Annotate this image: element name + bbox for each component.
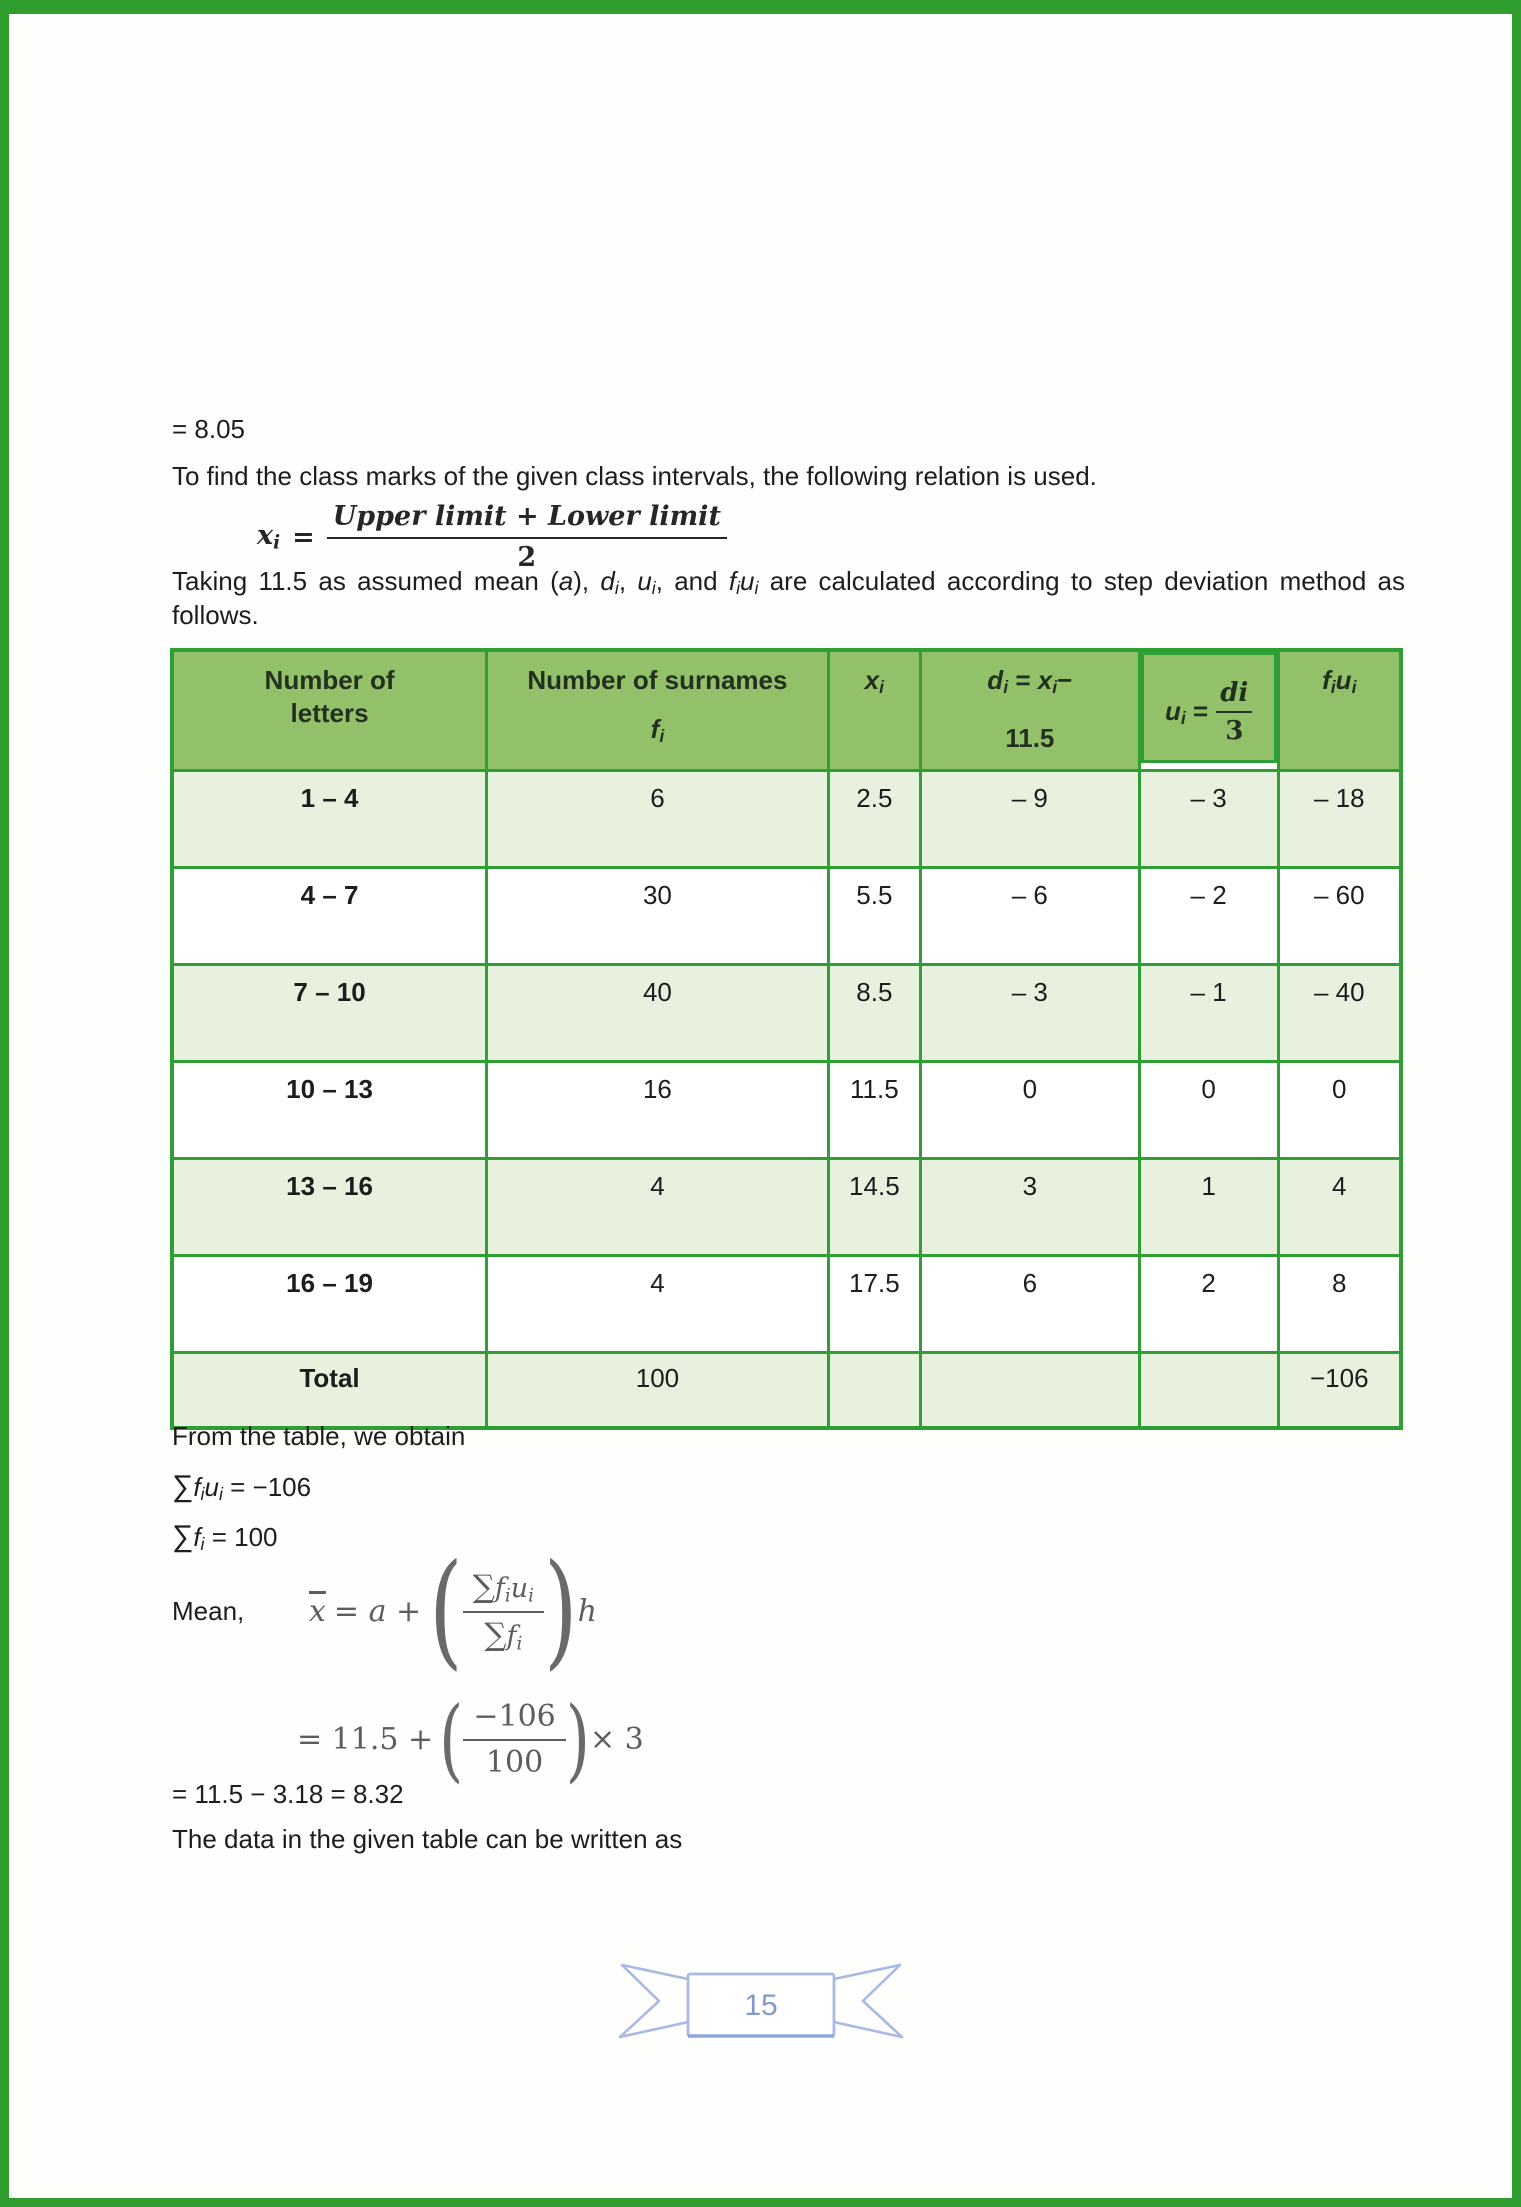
table-cell-ui: 2	[1139, 1256, 1278, 1353]
table-row	[172, 965, 1401, 1062]
table-cell-xi: 11.5	[828, 1062, 920, 1159]
formula-lhs: xi	[257, 520, 281, 554]
table-cell-ui: – 1	[1139, 965, 1278, 1062]
page-number-ribbon	[614, 1958, 908, 2053]
table-cell-fi: 16	[487, 1062, 829, 1159]
table-cell-ui: – 3	[1139, 771, 1278, 868]
table-cell-xi: 17.5	[828, 1256, 920, 1353]
fraction-numerator: Upper limit + Lower limit	[327, 501, 727, 539]
step-deviation-table	[170, 648, 1403, 1430]
table-cell-fiui: −106	[1278, 1353, 1401, 1429]
table-cell-xi: 8.5	[828, 965, 920, 1062]
sum-fraction-denominator: ∑fi	[484, 1617, 523, 1655]
table-cell-label: 10 – 13	[172, 1062, 487, 1159]
table-cell-di: – 6	[920, 868, 1139, 965]
table-cell-label: Total	[172, 1353, 487, 1429]
table-cell-ui: – 2	[1139, 868, 1278, 965]
table-cell-fiui: 0	[1278, 1062, 1401, 1159]
table-cell-di: – 9	[920, 771, 1139, 868]
table-cell-fiui: 8	[1278, 1256, 1401, 1353]
table-cell-fiui: – 18	[1278, 771, 1401, 868]
table-row	[172, 1062, 1401, 1159]
table-row	[172, 868, 1401, 965]
obtain-line: From the table, we obtain	[172, 1421, 466, 1451]
table-cell-xi	[828, 1353, 920, 1429]
x-bar: $\overline{x}$	[309, 1594, 326, 1630]
column-header-ui: ui = $\frac{di}{3}$	[1141, 652, 1277, 763]
sum-fraction-numerator: ∑fiui	[463, 1569, 544, 1613]
table-cell-fi: 30	[487, 868, 829, 965]
table-cell-label: 7 – 10	[172, 965, 487, 1062]
table-cell-fiui: – 40	[1278, 965, 1401, 1062]
value-fraction	[463, 1699, 565, 1780]
sum-fi-line: ∑fi = 100	[172, 1520, 278, 1555]
column-header-letters: Number of letters	[172, 650, 487, 771]
table-cell-ui: 0	[1139, 1062, 1278, 1159]
result-805-line: = 8.05	[172, 414, 246, 444]
column-header-di: di = xi− 11.5	[920, 650, 1139, 771]
table-total-row	[172, 1353, 1401, 1429]
mean-formula-line1	[309, 1538, 597, 1684]
table-cell-ui: 1	[1139, 1159, 1278, 1256]
column-header-xi: xi	[828, 650, 920, 771]
table-cell-xi: 2.5	[828, 771, 920, 868]
value-fraction-denominator: 100	[485, 1745, 544, 1780]
times-three: × 3	[589, 1722, 644, 1757]
close-paren: )	[544, 1538, 578, 1684]
mean-formula-line2	[297, 1685, 644, 1792]
taking-sentence: Taking 11.5 as assumed mean (a), di, ui, and fiui are calculated according to step deviation method as follows.	[172, 566, 1406, 631]
table-cell-di: – 3	[920, 965, 1139, 1062]
close-paren: )	[565, 1685, 590, 1792]
equals-sign: =	[292, 521, 315, 553]
equals-a-plus: = a +	[333, 1594, 422, 1630]
ribbon-banner-icon	[614, 1958, 908, 2048]
table-cell-fiui: – 60	[1278, 868, 1401, 965]
table-header-row	[172, 650, 1401, 771]
column-header-surnames: Number of surnames fi	[487, 650, 829, 771]
sum-fraction	[463, 1569, 544, 1655]
open-paren: (	[429, 1538, 463, 1684]
table-cell-fi: 4	[487, 1256, 829, 1353]
table-cell-di: 6	[920, 1256, 1139, 1353]
closing-line: The data in the given table can be written as	[172, 1824, 683, 1854]
page-number: 15	[743, 1989, 778, 2022]
table-row	[172, 771, 1401, 868]
table-cell-fi: 6	[487, 771, 829, 868]
column-header-fiui: fiui	[1278, 650, 1401, 771]
equals-value: = 11.5 +	[297, 1722, 434, 1757]
h-symbol: h	[577, 1594, 597, 1630]
table-cell-di: 3	[920, 1159, 1139, 1256]
table-cell-di	[920, 1353, 1139, 1429]
table-row	[172, 1256, 1401, 1353]
table-cell-ui	[1139, 1353, 1278, 1429]
relation-sentence: To find the class marks of the given class intervals, the following relation is used.	[172, 461, 1097, 491]
fraction-denominator: 2	[517, 542, 537, 573]
table-body	[172, 771, 1401, 1429]
table-cell-fi: 100	[487, 1353, 829, 1429]
sum-fiui-line: ∑fiui = −106	[172, 1470, 312, 1505]
open-paren: (	[439, 1685, 464, 1792]
mean-label: Mean,	[172, 1596, 245, 1626]
table-cell-fiui: 4	[1278, 1159, 1401, 1256]
table-cell-fi: 40	[487, 965, 829, 1062]
final-result-line: = 11.5 − 3.18 = 8.32	[172, 1779, 404, 1809]
table-cell-label: 13 – 16	[172, 1159, 487, 1256]
table-cell-label: 16 – 19	[172, 1256, 487, 1353]
table-cell-label: 4 – 7	[172, 868, 487, 965]
table-cell-label: 1 – 4	[172, 771, 487, 868]
ui-fraction: $\frac{di}{3}$	[1216, 677, 1252, 748]
class-mark-formula	[257, 501, 727, 573]
table-cell-xi: 14.5	[828, 1159, 920, 1256]
value-fraction-numerator: −106	[463, 1699, 565, 1741]
table-row	[172, 1159, 1401, 1256]
table-cell-xi: 5.5	[828, 868, 920, 965]
table-cell-di: 0	[920, 1062, 1139, 1159]
table-cell-fi: 4	[487, 1159, 829, 1256]
fraction	[327, 501, 727, 573]
